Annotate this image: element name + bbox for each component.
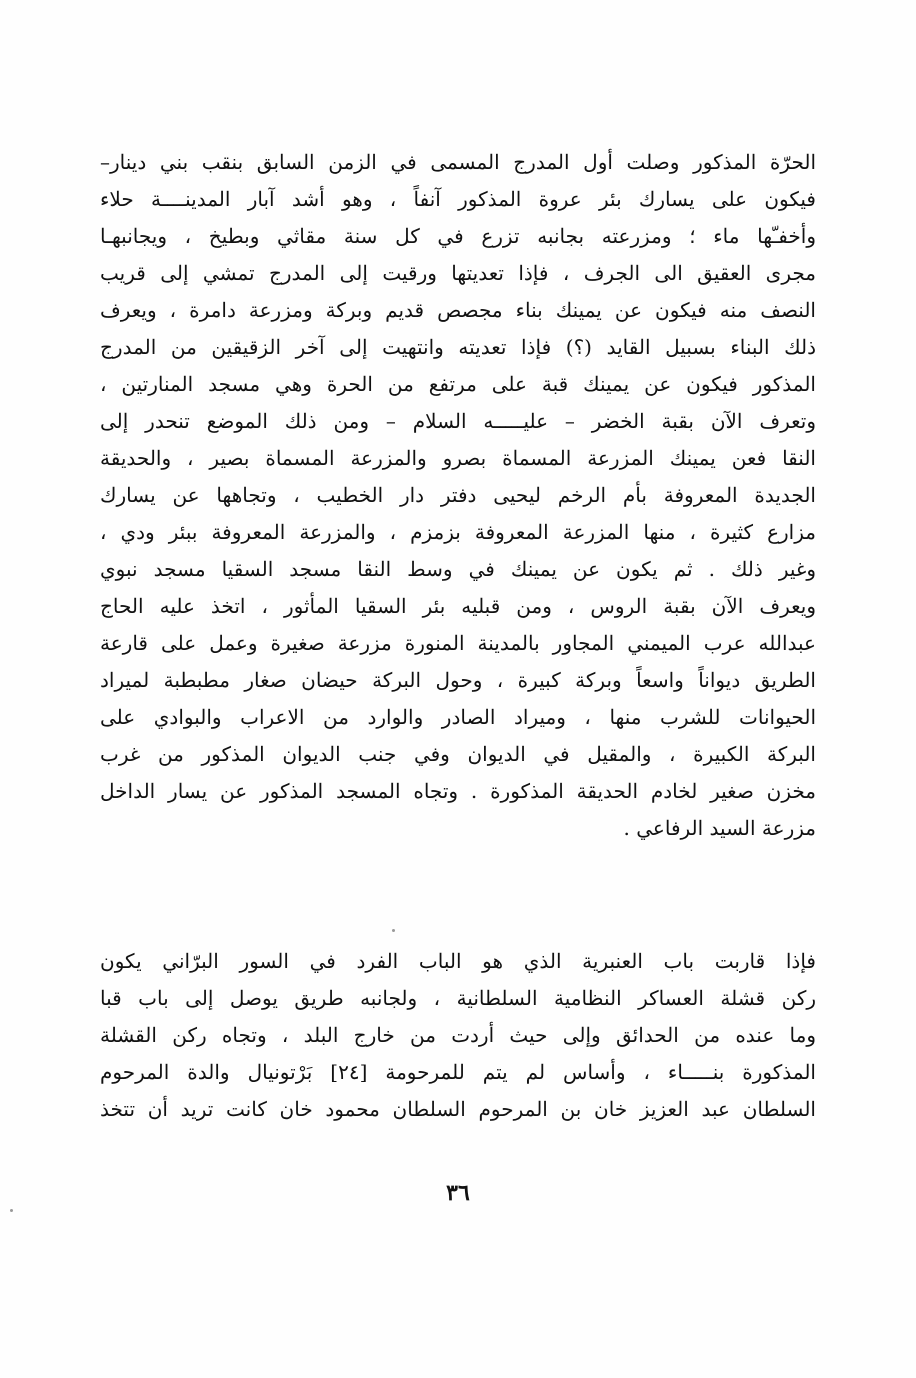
text-line: مخزن صغير لخادم الحديقة المذكورة . وتجاه المسجد المذكور عن يسار الداخل [100, 779, 816, 803]
text-line: النقا فعن يمينك المزرعة المسماة بصرو والمزرعة المسماة بصير ، والحديقة [100, 446, 816, 470]
text-line: البركة الكبيرة ، والمقيل في الديوان وفي جنب الديوان المذكور من غرب [100, 742, 816, 766]
text-line: وتعرف الآن بقبة الخضر – عليـــــه السلام – ومن ذلك الموضع تنحدر إلى [100, 409, 816, 433]
text-line: وغير ذلك . ثم يكون عن يمينك في وسط النقا مسجد السقيا مسجد نبوي [100, 557, 816, 581]
text-line: الحيوانات للشرب منها ، وميراد الصادر والوارد من الاعراب والبوادي على [100, 705, 816, 729]
paragraph-1 [100, 144, 816, 847]
text-line: الطريق ديواناً واسعاً وبركة كبيرة ، وحول البركة حيضان صغار مطبطبة لميراد [100, 668, 816, 692]
text-line: المذكور فيكون عن يمينك قبة على مرتفع من الحرة وهي مسجد المنارتين ، [100, 372, 816, 396]
text-line: ويعرف الآن بقبة الروس ، ومن قبليه بئر السقيا المأثور ، اتخذ عليه الحاج [100, 594, 816, 618]
paragraph-2 [100, 943, 816, 1128]
text-line: مزرعة السيد الرفاعي . [623, 816, 816, 840]
text-line: وما عنده من الحدائق وإلى حيث أردت من خارج البلد ، وتجاه ركن القشلة [100, 1023, 816, 1047]
text-line: وأخفـّها ماء ؛ ومزرعته بجانبه تزرع في كل سنة مقاثي وبطيخ ، ويجانبهـا [100, 224, 816, 248]
text-line: الجديدة المعروفة بأم الرخم ليحيى دفتر دار الخطيب ، وتجاهها عن يسارك [100, 483, 816, 507]
scan-speck [10, 1209, 13, 1212]
text-line: النصف منه فيكون عن يمينك بناء مجصص قديم وبركة ومزرعة دامرة ، ويعرف [100, 298, 816, 322]
text-line: مجرى العقيق الى الجرف ، فإذا تعديتها ورقيت إلى المدرج تمشي إلى قريب [100, 261, 816, 285]
text-line: ركن قشلة العساكر النظامية السلطانية ، ولجانبه طريق يوصل إلى باب قبا [100, 986, 816, 1010]
text-line: ذلك البناء بسبيل القايد (؟) فإذا تعديته وانتهيت إلى آخر الزقيقين من المدرج [100, 335, 816, 359]
text-line: عبدالله عرب الميمني المجاور بالمدينة المنورة مزرعة صغيرة وعمل على قارعة [100, 631, 816, 655]
text-line: المذكورة بنـــــاء ، وأساس لم يتم للمرحومة [٢٤] بَرْتونيال والدة المرحوم [100, 1060, 816, 1084]
text-line: فيكون على يسارك بئر عروة المذكور آنفاً ، وهو أشد آبار المدينــــة حلاء [100, 187, 816, 211]
text-line: الحرّة المذكور وصلت أول المدرج المسمى في الزمن السابق بنقب بني دينار– [100, 150, 816, 174]
text-line: فإذا قاربت باب العنبرية الذي هو الباب الفرد في السور البرّاني يكون [100, 949, 816, 973]
text-line: السلطان عبد العزيز خان بن المرحوم السلطان محمود خان كانت تريد أن تتخذ [100, 1097, 816, 1121]
text-line: مزارع كثيرة ، منها المزرعة المعروفة بزمزم ، والمزرعة المعروفة ببئر ودي ، [100, 520, 816, 544]
scan-speck [392, 929, 395, 932]
page-number: ٣٦ [446, 1180, 470, 1206]
